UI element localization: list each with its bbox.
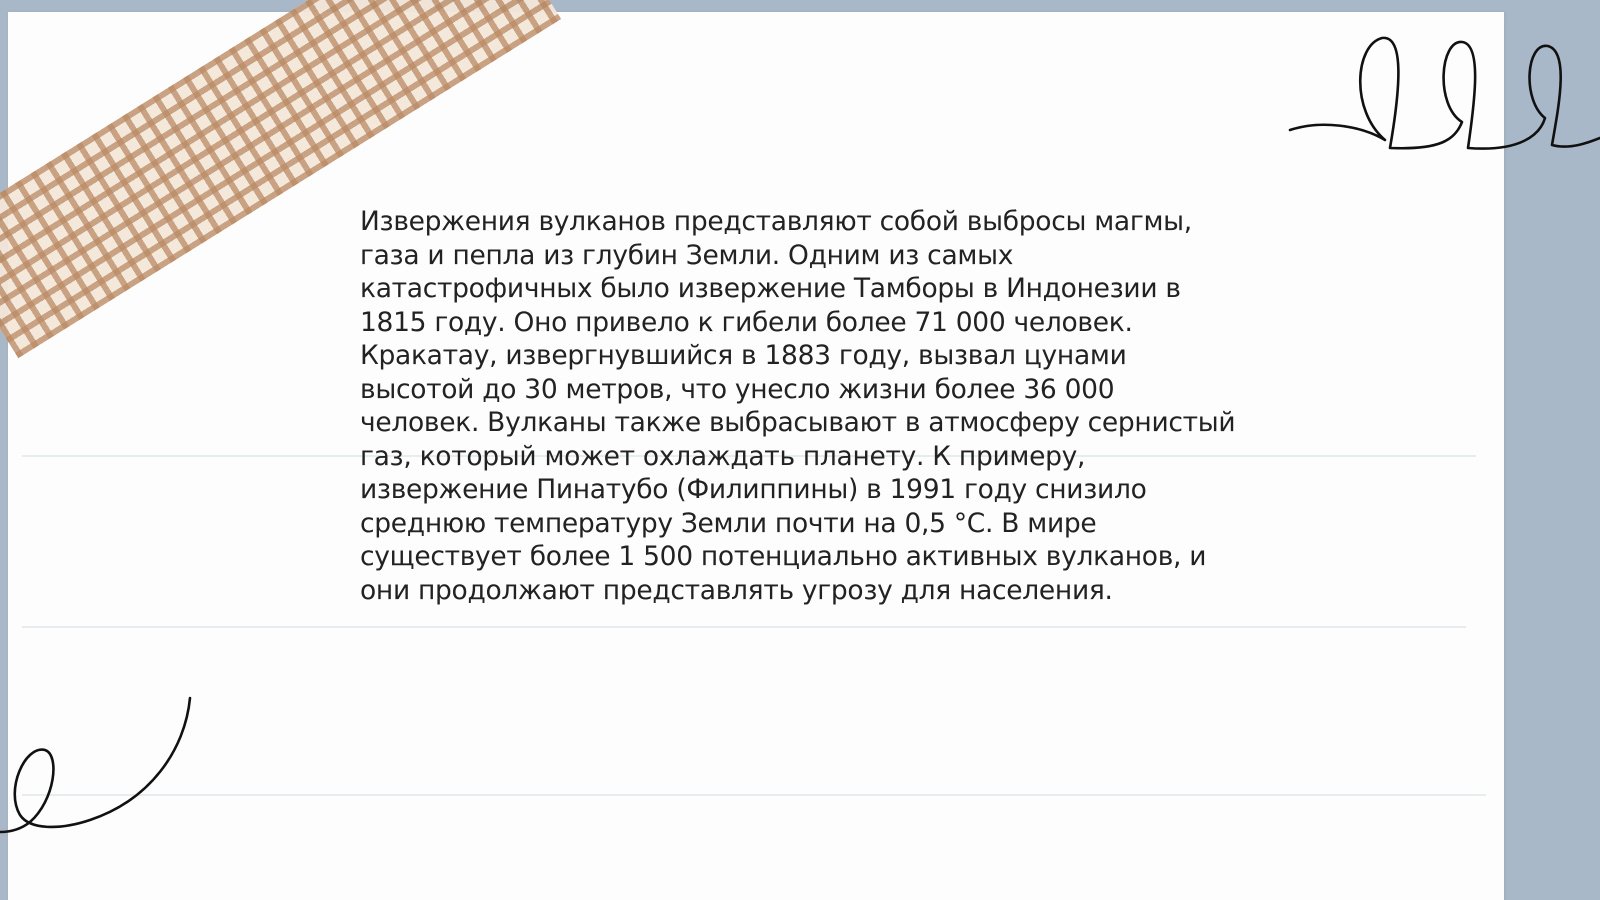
ruled-line xyxy=(22,794,1486,796)
ruled-line xyxy=(22,626,1466,628)
body-paragraph: Извержения вулканов представляют собой выбросы магмы, газа и пепла из глубин Земли. Одним из самых катастрофичных было извержение Тамборы в Индонезии в 1815 году. Оно привело к гибели более 71 000 человек. Кракатау, извергнувшийся в 1883 году, вызвал цунами высотой до 30 метров, что унесло жизни более 36 000 человек. Вулканы также выбрасывают в атмосферу сернистый газ, который может охлаждать планету. К примеру, извержение Пинатубо (Филиппины) в 1991 году снизило среднюю температуру Земли почти на 0,5 °С. В мире существует более 1 500 потенциально активных вулканов, и они продолжают представлять угрозу для населения. xyxy=(360,206,1236,606)
loop-scribble-top-right xyxy=(1290,30,1600,170)
loop-scribble-bottom-left xyxy=(0,690,200,850)
